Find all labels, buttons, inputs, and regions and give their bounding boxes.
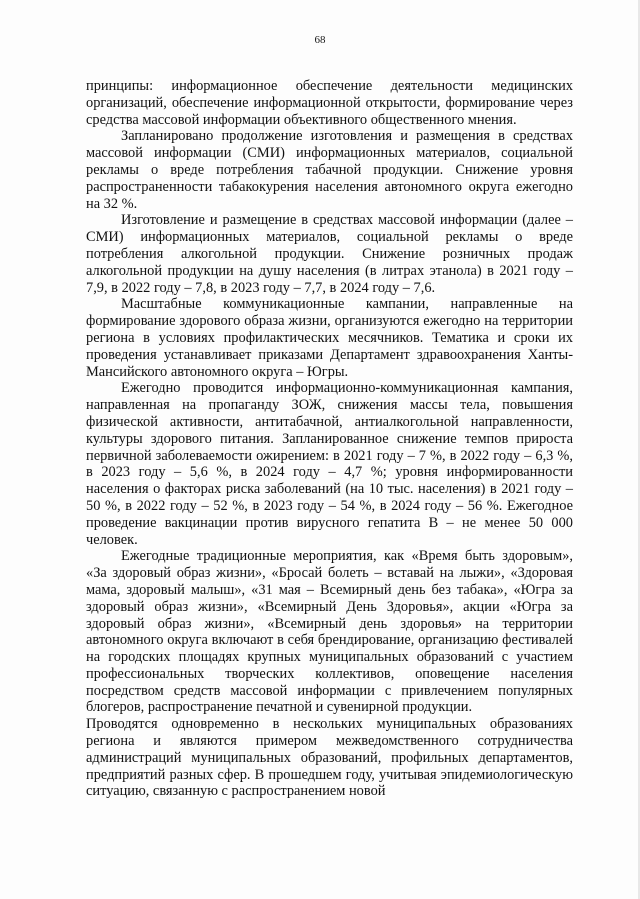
- paragraph-6: Ежегодные традиционные мероприятия, как «Время быть здоровым», «За здоровый образ жизни», «Бросай болеть – вставай на лыжи», «Здоровая мама, здоровый малыш», «31 мая – Всемирный день без табака», «Югра за здоровый образ жизни», «Всемирный День Здоровья», акции «Югра за здоровый образ жизни», «Всемирный день здоровья» на территории автономного округа включают в себя брендирование, организацию фестивалей на городских площадях крупных муниципальных образований с участием профессиональных творческих коллективов, оповещение населения посредством средств массовой информации с привлечением популярных блогеров, распространение печатной и сувенирной продукции.: [86, 548, 573, 716]
- document-body: [86, 78, 573, 800]
- paragraph-1: принципы: информационное обеспечение деятельности медицинских организаций, обеспечение информационной открытости, формирование через средства массовой информации объективного общественного мнения.: [86, 78, 573, 128]
- paragraph-4: Масштабные коммуникационные кампании, направленные на формирование здорового образа жизни, организуются ежегодно на территории региона в условиях профилактических месячников. Тематика и сроки их проведения устанавливает приказами Департамент здравоохранения Ханты-Мансийского автономного округа – Югры.: [86, 296, 573, 380]
- paragraph-3: Изготовление и размещение в средствах массовой информации (далее – СМИ) информационных материалов, социальной рекламы о вреде потребления алкогольной продукции. Снижение розничных продаж алкогольной продукции на душу населения (в литрах этанола) в 2021 году – 7,9, в 2022 году – 7,8, в 2023 году – 7,7, в 2024 году – 7,6.: [86, 212, 573, 296]
- paragraph-7: Проводятся одновременно в нескольких муниципальных образованиях региона и являются примером межведомственного сотрудничества администраций муниципальных образований, профильных департаментов, предприятий разных сфер. В прошедшем году, учитывая эпидемиологическую ситуацию, связанную с распространением новой: [86, 716, 573, 800]
- paragraph-2: Запланировано продолжение изготовления и размещения в средствах массовой информации (СМИ) информационных материалов, социальной рекламы о вреде потребления табачной продукции. Снижение уровня распространенности табакокурения населения автономного округа ежегодно на 32 %.: [86, 128, 573, 212]
- paragraph-5: Ежегодно проводится информационно-коммуникационная кампания, направленная на пропаганду ЗОЖ, снижения массы тела, повышения физической активности, антитабачной, антиалкогольной направленности, культуры здорового питания. Запланированное снижение темпов прироста первичной заболеваемости ожирением: в 2021 году – 7 %, в 2022 году – 6,3 %, в 2023 году – 5,6 %, в 2024 году – 4,7 %; уровня информированности населения о факторах риска заболеваний (на 10 тыс. населения) в 2021 году – 50 %, в 2022 году – 52 %, в 2023 году – 54 %, в 2024 году – 56 %. Ежегодное проведение вакцинации против вирусного гепатита В – не менее 50 000 человек.: [86, 380, 573, 548]
- page-number: 68: [314, 34, 326, 46]
